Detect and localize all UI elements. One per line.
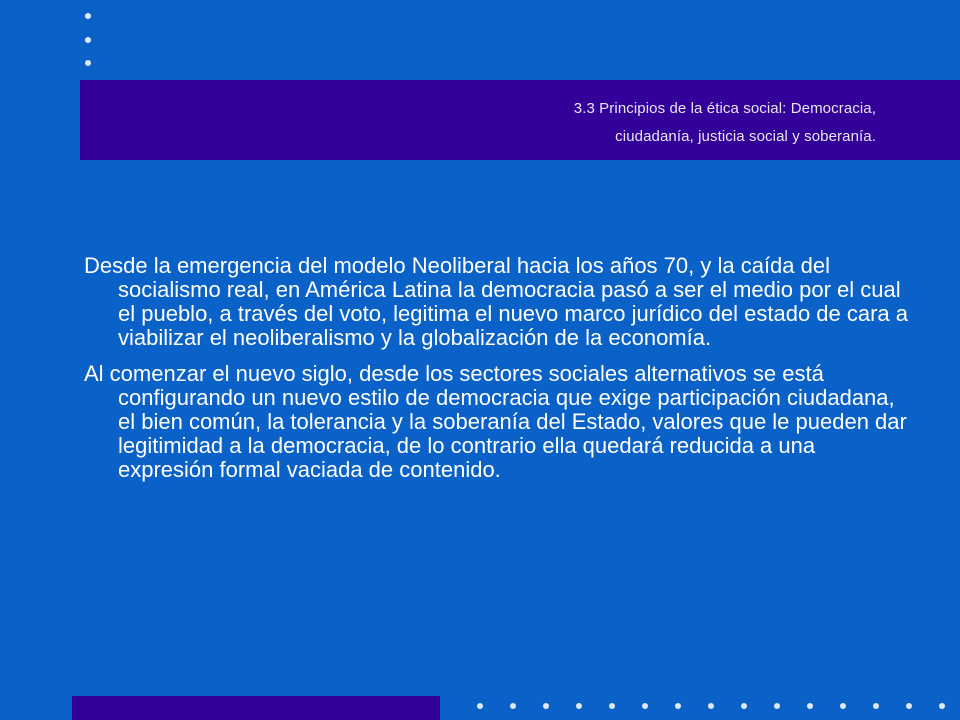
slide-title-line-2: ciudadanía, justicia social y soberanía. bbox=[615, 128, 876, 145]
body-paragraph-2: Al comenzar el nuevo siglo, desde los sectores sociales alternativos se está configurando un nuevo estilo de democracia que exige participación ciudadana, el bien común, la tolerancia y la soberanía del Estado, valores que le pueden dar legitimidad a la democracia, de lo contrario ella quedará reducida a una expresión formal vaciada de contenido. bbox=[84, 361, 907, 482]
decorative-dot bbox=[774, 703, 780, 709]
decorative-dot bbox=[675, 703, 681, 709]
decorative-dot bbox=[510, 703, 516, 709]
decorative-dot bbox=[807, 703, 813, 709]
body-paragraph-1: Desde la emergencia del modelo Neoliberal hacia los años 70, y la caída del socialismo real, en América Latina la democracia pasó a ser el medio por el cual el pueblo, a través del voto, legitima el nuevo marco jurídico del estado de cara a viabilizar el neoliberalismo y la globalización de la economía. bbox=[84, 253, 909, 350]
slide-body bbox=[84, 254, 914, 494]
decorative-dot bbox=[85, 13, 91, 19]
decorative-dot bbox=[708, 703, 714, 709]
bottom-accent-bar bbox=[72, 696, 440, 720]
decorative-dot bbox=[741, 703, 747, 709]
decorative-dot bbox=[477, 703, 483, 709]
decorative-dot bbox=[939, 703, 945, 709]
decorative-dot bbox=[906, 703, 912, 709]
decorative-dot bbox=[873, 703, 879, 709]
decorative-dot bbox=[609, 703, 615, 709]
decorative-dot bbox=[576, 703, 582, 709]
decorative-dot bbox=[85, 60, 91, 66]
title-band bbox=[80, 80, 960, 160]
decorative-dot bbox=[543, 703, 549, 709]
decorative-dot bbox=[840, 703, 846, 709]
decorative-dot bbox=[642, 703, 648, 709]
slide-title-line-1: 3.3 Principios de la ética social: Democracia, bbox=[573, 100, 876, 117]
decorative-dot bbox=[85, 37, 91, 43]
